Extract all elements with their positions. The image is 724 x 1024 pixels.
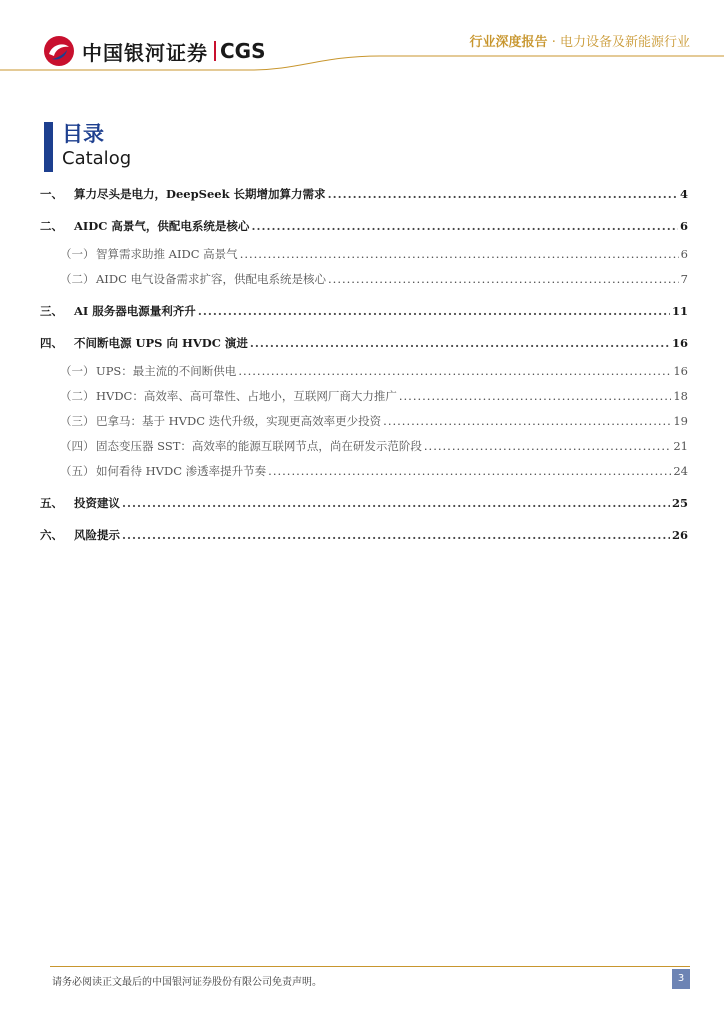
toc-list bbox=[40, 186, 688, 557]
toc-entry-title: 智算需求助推 AIDC 高景气 bbox=[96, 247, 238, 261]
toc-section-entry[interactable] bbox=[40, 303, 688, 319]
toc-entry-number: （一） bbox=[60, 247, 95, 261]
toc-entry-page: 6 bbox=[680, 247, 688, 261]
toc-section-entry[interactable] bbox=[40, 495, 688, 511]
toc-entry-title: HVDC：高效率、高可靠性、占地小，互联网厂商大力推广 bbox=[96, 389, 397, 403]
toc-section-entry[interactable] bbox=[40, 218, 688, 234]
toc-entry-number: 五、 bbox=[40, 496, 63, 510]
toc-subsection-entry[interactable] bbox=[40, 388, 688, 404]
toc-leader-dots bbox=[240, 247, 679, 261]
toc-subsection-entry[interactable] bbox=[40, 246, 688, 262]
footer-disclaimer: 请务必阅读正文最后的中国银河证券股份有限公司免责声明。 bbox=[52, 977, 322, 988]
toc-entry-title: 如何看待 HVDC 渗透率提升节奏 bbox=[96, 464, 267, 478]
toc-entry-page: 19 bbox=[673, 414, 688, 428]
toc-leader-dots bbox=[238, 364, 671, 378]
toc-subsection-entry[interactable] bbox=[40, 363, 688, 379]
page-number: 3 bbox=[672, 969, 690, 989]
toc-entry-title: AI 服务器电源量利齐升 bbox=[74, 304, 196, 318]
toc-entry-number: 一、 bbox=[40, 187, 63, 201]
toc-leader-dots bbox=[328, 187, 678, 201]
toc-entry-number: 六、 bbox=[40, 528, 63, 542]
toc-leader-dots bbox=[251, 219, 678, 233]
toc-entry-number: （四） bbox=[60, 439, 95, 453]
toc-leader-dots bbox=[399, 389, 672, 403]
toc-subsection-entry[interactable] bbox=[40, 413, 688, 429]
toc-entry-page: 18 bbox=[673, 389, 688, 403]
report-type: 行业深度报告 bbox=[469, 35, 548, 50]
toc-leader-dots bbox=[424, 439, 671, 453]
catalog-accent-bar bbox=[44, 122, 53, 172]
toc-entry-title: 巴拿马：基于 HVDC 迭代升级，实现更高效率更少投资 bbox=[96, 414, 382, 428]
toc-entry-number: （三） bbox=[60, 414, 95, 428]
report-category bbox=[470, 31, 690, 50]
toc-entry-title: 算力尽头是电力，DeepSeek 长期增加算力需求 bbox=[74, 187, 326, 201]
brand-name-cn: 中国银河证券 bbox=[82, 40, 208, 65]
toc-leader-dots bbox=[383, 414, 671, 428]
catalog-title-cn: 目录 bbox=[62, 122, 104, 146]
toc-leader-dots bbox=[122, 496, 670, 510]
toc-leader-dots bbox=[268, 464, 671, 478]
header-dot: · bbox=[551, 35, 556, 50]
header-rule bbox=[0, 52, 724, 82]
toc-entry-number: 四、 bbox=[40, 336, 63, 350]
toc-entry-title: AIDC 电气设备需求扩容，供配电系统是核心 bbox=[96, 272, 327, 286]
toc-subsection-entry[interactable] bbox=[40, 463, 688, 479]
toc-entry-title: AIDC 高景气，供配电系统是核心 bbox=[74, 219, 250, 233]
toc-entry-number: （一） bbox=[60, 364, 95, 378]
toc-leader-dots bbox=[250, 336, 670, 350]
toc-entry-page: 11 bbox=[671, 304, 688, 318]
toc-entry-page: 26 bbox=[671, 528, 688, 542]
industry-name: 电力设备及新能源行业 bbox=[559, 35, 690, 50]
toc-subsection-entry[interactable] bbox=[40, 438, 688, 454]
toc-entry-title: 固态变压器 SST：高效率的能源互联网节点，尚在研发示范阶段 bbox=[96, 439, 422, 453]
toc-entry-number: 二、 bbox=[40, 219, 63, 233]
toc-section-entry[interactable] bbox=[40, 527, 688, 543]
toc-entry-number: （二） bbox=[60, 389, 95, 403]
toc-leader-dots bbox=[198, 304, 670, 318]
toc-entry-title: 风险提示 bbox=[74, 528, 120, 542]
toc-entry-number: 三、 bbox=[40, 304, 63, 318]
toc-entry-page: 25 bbox=[671, 496, 688, 510]
toc-entry-page: 7 bbox=[680, 272, 688, 286]
toc-entry-page: 6 bbox=[679, 219, 688, 233]
toc-entry-title: 投资建议 bbox=[74, 496, 120, 510]
toc-section-entry[interactable] bbox=[40, 335, 688, 351]
toc-section-entry[interactable] bbox=[40, 186, 688, 202]
toc-entry-page: 16 bbox=[673, 364, 688, 378]
toc-entry-page: 4 bbox=[679, 187, 688, 201]
footer-rule bbox=[50, 966, 690, 967]
toc-subsection-entry[interactable] bbox=[40, 271, 688, 287]
toc-leader-dots bbox=[122, 528, 670, 542]
toc-entry-title: UPS：最主流的不间断供电 bbox=[96, 364, 237, 378]
toc-entry-number: （五） bbox=[60, 464, 95, 478]
toc-entry-page: 21 bbox=[673, 439, 688, 453]
toc-entry-page: 24 bbox=[673, 464, 688, 478]
brand-name-en: CGS bbox=[220, 39, 266, 63]
toc-entry-number: （二） bbox=[60, 272, 95, 286]
toc-entry-title: 不间断电源 UPS 向 HVDC 演进 bbox=[74, 336, 248, 350]
toc-entry-page: 16 bbox=[671, 336, 688, 350]
catalog-title-en: Catalog bbox=[62, 148, 132, 169]
toc-leader-dots bbox=[328, 272, 679, 286]
